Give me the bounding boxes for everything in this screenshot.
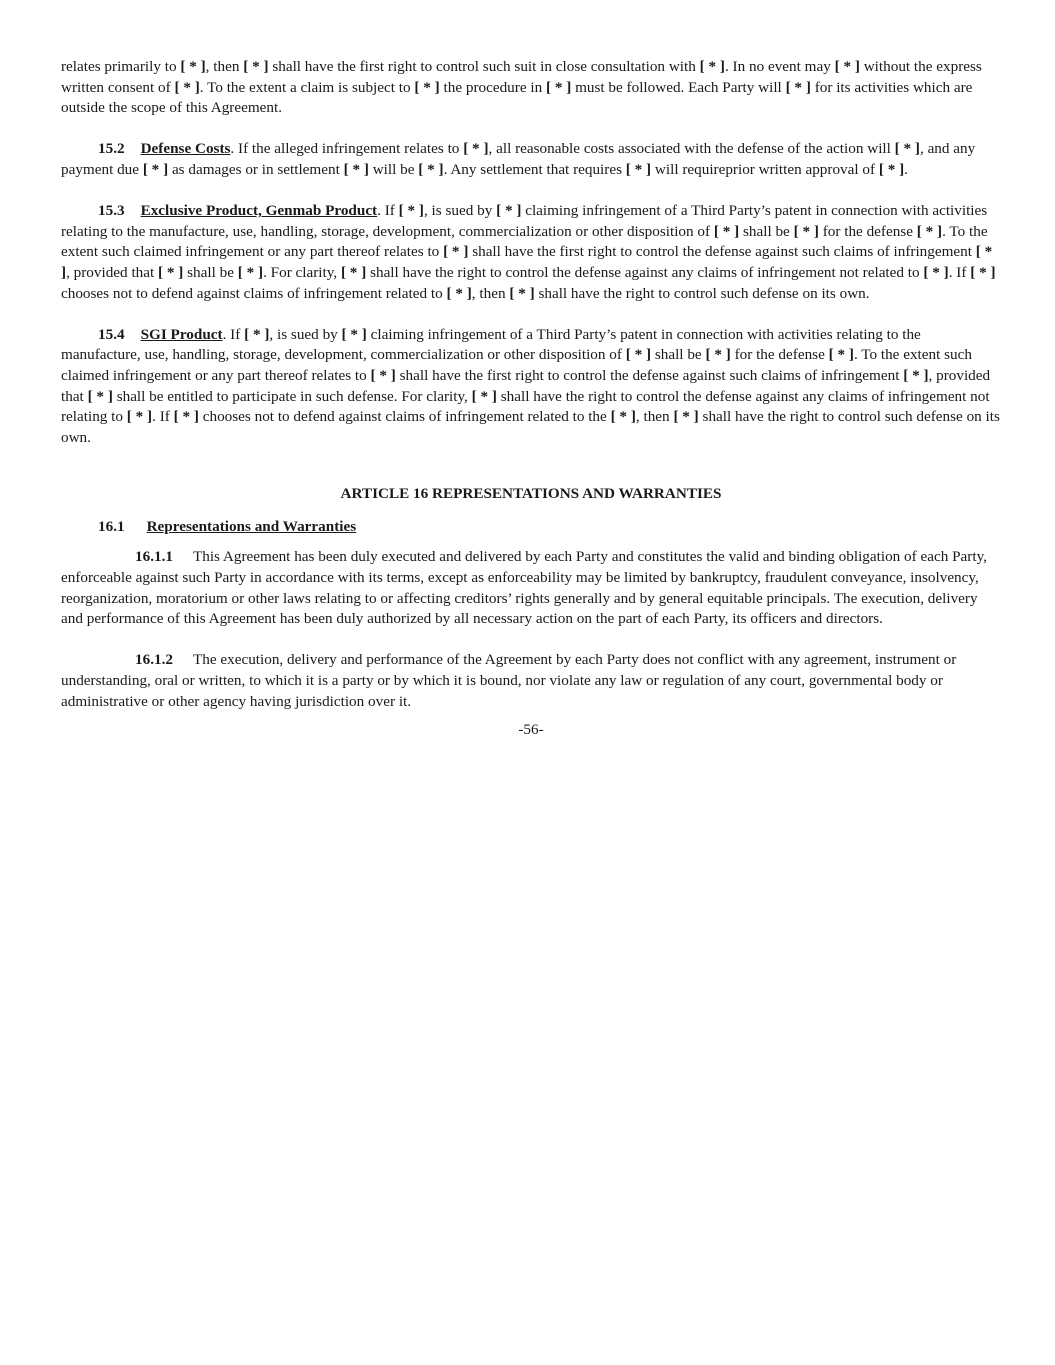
redaction-placeholder: [ * ]: [244, 325, 270, 343]
redaction-placeholder: [ * ]: [463, 140, 489, 158]
text-run: claiming infringement of a Third Party’s patent in connection with activities relating to the manufacture, use, handling, storage, development, commercialization or other disposition of: [61, 202, 988, 240]
text-run: , and any payment due: [61, 140, 976, 178]
text-run: , all reasonable costs associated with the defense of the action will: [488, 140, 895, 158]
redaction-placeholder: [ * ]: [87, 387, 113, 405]
redaction-placeholder: [ * ]: [398, 202, 424, 220]
text-run: , is sued by: [269, 325, 342, 343]
document-page: [61, 57, 1001, 741]
text-run: relates primarily to: [61, 58, 181, 75]
text-run: as damages or in settlement: [168, 160, 344, 178]
redaction-placeholder: [ * ]: [828, 346, 854, 364]
text-run: claiming infringement of a Third Party’s patent in connection with activities relating to the manufacture, use, handling, storage, development, commercialization or other disposition of: [61, 325, 921, 364]
text-run: . Any settlement that requires: [443, 160, 626, 178]
redaction-placeholder: [ * ]: [916, 222, 943, 240]
text-run: shall be entitled to participate in such defense. For clarity,: [112, 387, 472, 405]
text-run: . To the extent such claimed infringement or any part thereof relates to: [61, 222, 988, 261]
redaction-placeholder: [ * ]: [923, 263, 949, 281]
redaction-placeholder: [ * ]: [625, 346, 652, 364]
section-number: 16.1.2: [135, 651, 173, 669]
text-run: , then: [205, 58, 244, 75]
section-number: 16.1.1: [135, 548, 173, 566]
redaction-placeholder: [ * ]: [418, 160, 444, 178]
text-run: The execution, delivery and performance of the Agreement by each Party does not conflict with any agreement, instrument or understanding, oral or written, to which it is a party or by which it is bound, nor violate any law or regulation of any court, governmental body or administrative or other agency having jurisdiction over it.: [61, 651, 957, 710]
text-run: . For clarity,: [263, 263, 341, 281]
redaction-placeholder: [ * ]: [673, 408, 699, 426]
section-16-1-heading: [61, 517, 1001, 538]
section-number: 15.4: [98, 325, 125, 343]
text-run: . If: [948, 263, 971, 281]
page-number: -56-: [518, 721, 544, 739]
redaction-placeholder: [ * ]: [699, 58, 725, 75]
text-run: shall have the first right to control the defense against such claims of infringement: [468, 243, 976, 261]
redaction-placeholder: [ * ]: [158, 263, 184, 281]
redaction-placeholder: [ * ]: [496, 202, 522, 220]
redaction-placeholder: [ * ]: [446, 284, 472, 302]
text-run: shall have the right to control the defense against any claims of infringement not related to: [366, 263, 924, 281]
redaction-placeholder: [ * ]: [793, 222, 819, 240]
redaction-placeholder: [ * ]: [878, 160, 905, 178]
redaction-placeholder: [ * ]: [705, 346, 731, 364]
redaction-placeholder: [ * ]: [340, 263, 367, 281]
section-title: Defense Costs: [140, 140, 231, 158]
section-title: Exclusive Product, Genmab Product: [140, 202, 378, 220]
redaction-placeholder: [ * ]: [237, 263, 264, 281]
text-run: , then: [471, 284, 510, 302]
redaction-placeholder: [ * ]: [471, 387, 497, 405]
text-run: for the defense: [730, 346, 829, 364]
text-run: This Agreement has been duly executed and delivered by each Party and constitutes the valid and binding obligation of each Party, enforceable against such Party in accordance with its terms, except as enforceability may be limited by bankruptcy, fraudulent conveyance, insolvency, reorganization, moratorium or other laws relating to or affecting creditors’ rights generally and by general equitable principals. The execution, delivery and performance of this Agreement has been duly authorized by all necessary action on the part of each Party, its officers and directors.: [61, 548, 987, 628]
text-run: will requireprior written approval of: [651, 160, 879, 178]
redaction-placeholder: [ * ]: [545, 78, 572, 96]
redaction-placeholder: [ * ]: [625, 160, 652, 178]
text-run: shall have the first right to control such suit in close consultation with: [268, 58, 700, 75]
section-number: 15.3: [98, 202, 125, 220]
text-run: , provided that: [61, 366, 991, 405]
article-16-heading: ARTICLE 16 REPRESENTATIONS AND WARRANTIES: [340, 485, 722, 503]
text-run: must be followed. Each Party will: [571, 78, 786, 96]
redaction-placeholder: [ * ]: [509, 284, 535, 302]
text-run: .: [904, 160, 908, 178]
section-16-1-title: Representations and Warranties: [146, 517, 357, 535]
text-run: shall be: [651, 346, 706, 364]
text-run: shall be: [183, 263, 238, 281]
section-16-1-number: 16.1: [98, 517, 125, 535]
text-run: chooses not to defend against claims of infringement related to the: [198, 408, 611, 426]
text-run: shall have the right to control such defense on its own.: [534, 284, 870, 302]
redaction-placeholder: [ * ]: [903, 366, 929, 384]
redaction-placeholder: [ * ]: [341, 325, 367, 343]
text-run: . In no event may: [724, 58, 835, 75]
redaction-placeholder: [ * ]: [443, 243, 469, 261]
text-run: . If: [377, 202, 399, 220]
redaction-placeholder: [ * ]: [970, 263, 996, 281]
text-run: chooses not to defend against claims of infringement related to: [61, 284, 447, 302]
paragraph-continuation: [61, 57, 1001, 119]
redaction-placeholder: [ * ]: [414, 78, 440, 96]
section-16-1-1-paragraph: [61, 547, 1001, 629]
redaction-placeholder: [ * ]: [180, 58, 206, 75]
text-run: shall have the first right to control the defense against such claims of infringement: [395, 366, 904, 384]
text-run: the procedure in: [439, 78, 546, 96]
text-run: will be: [368, 160, 419, 178]
redaction-placeholder: [ * ]: [174, 78, 200, 96]
text-run: . If: [222, 325, 245, 343]
redaction-placeholder: [ * ]: [370, 366, 396, 384]
text-run: , provided that: [66, 263, 159, 281]
text-run: . To the extent a claim is subject to: [199, 78, 415, 96]
section-number: 15.2: [98, 140, 125, 158]
text-run: . If the alleged infringement relates to: [230, 140, 464, 158]
redaction-placeholder: [ * ]: [173, 408, 199, 426]
text-run: shall have the right to control such defense on its own.: [61, 408, 1000, 446]
redaction-placeholder: [ * ]: [243, 58, 269, 75]
text-run: . If: [152, 408, 174, 426]
redaction-placeholder: [ * ]: [343, 160, 369, 178]
text-run: , is sued by: [423, 202, 497, 220]
text-run: for the defense: [818, 222, 917, 240]
redaction-placeholder: [ * ]: [785, 78, 811, 96]
redaction-placeholder: [ * ]: [894, 140, 920, 158]
redaction-placeholder: [ * ]: [61, 243, 993, 281]
text-run: shall have the right to control the defense against any claims of infringement not relating to: [61, 387, 990, 426]
redaction-placeholder: [ * ]: [126, 408, 153, 426]
section-15-4-paragraph: [61, 325, 1001, 449]
section-title: SGI Product: [140, 325, 223, 343]
section-16-1-2-paragraph: [61, 650, 1001, 712]
redaction-placeholder: [ * ]: [834, 58, 860, 75]
redaction-placeholder: [ * ]: [142, 160, 169, 178]
section-15-2-paragraph: [61, 139, 1001, 180]
text-run: for its activities which are outside the scope of this Agreement.: [61, 78, 973, 117]
text-run: , then: [635, 408, 674, 426]
text-run: shall be: [739, 222, 794, 240]
section-15-3-paragraph: [61, 201, 1001, 304]
redaction-placeholder: [ * ]: [610, 408, 636, 426]
redaction-placeholder: [ * ]: [713, 222, 740, 240]
text-run: . To the extent such claimed infringement or any part thereof relates to: [61, 346, 972, 384]
text-run: without the express written consent of: [61, 58, 982, 96]
